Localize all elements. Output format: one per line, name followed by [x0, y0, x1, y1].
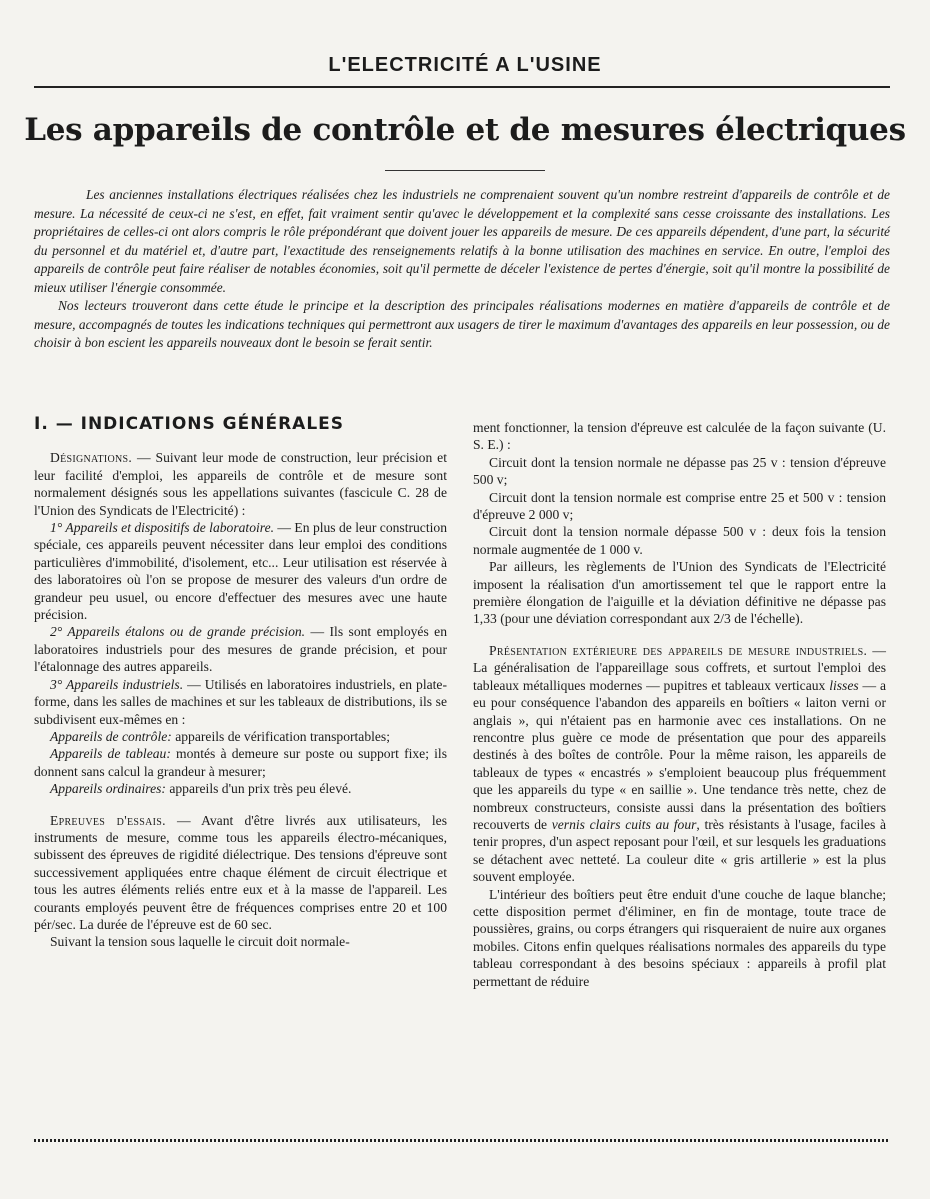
sub2-label: Appareils de tableau:: [50, 746, 171, 762]
interieur-paragraph: L'intérieur des boîtiers peut être enduit d'une couche de laque blanche; cette disposition permet d'éliminer, en fin de montage, toute trace de poussières, grains, ou corps étrangers qui risqueraient de nuire aux organes mobiles. Citons enfin quelques réalisations normales des appareils du type tableau correspondant à des besoins spéciaux : appareils à profil plat permettant de réduire: [473, 886, 886, 989]
sub2-paragraph: [34, 745, 447, 780]
sub3-label: Appareils ordinaires:: [50, 781, 166, 797]
designations-label: Désignations.: [50, 450, 133, 466]
bottom-dotted-rule: [34, 1139, 890, 1142]
presentation-lisses: lisses: [829, 677, 859, 693]
header-rule: [34, 86, 890, 88]
circuit1-paragraph: Circuit dont la tension normale ne dépasse pas 25 v : tension d'épreuve 500 v;: [473, 454, 886, 488]
presentation-text-c: , très résistants à l'usage, faciles à tenir propres, d'un aspect reposant pour l'œil, et sur lesquels les graduations se détachent avec netteté. La couleur dite « gris artillerie » est la plus souvent employée.: [473, 816, 886, 885]
item2-text: — Ils sont employés en laboratoires industriels pour des mesures de grande précision, et pour l'étalonnage des autres appareils.: [34, 624, 447, 675]
article-title: Les appareils de contrôle et de mesures électriques: [24, 112, 906, 148]
sub2-text: montés à demeure sur poste ou support fixe; ils donnent sans calcul la grandeur à mesurer;: [34, 746, 447, 779]
presentation-vernis: vernis clairs cuits au four: [551, 816, 697, 832]
item1-text: — En plus de leur construction spéciale, ces appareils peuvent nécessiter dans leur emploi des conditions particulières d'immobilité, d'isolement, etc... Leur utilisation est réservée à des laboratoires où l'on se propose de mesurer des valeurs d'un ordre de grandeur peu usuel, ou encore d'effectuer des mesures avec une haute précision.: [34, 520, 447, 623]
sub3-paragraph: [34, 780, 447, 797]
item2-paragraph: [34, 623, 447, 675]
intro-paragraph-2: Nos lecteurs trouveront dans cette étude le principe et la description des principales réalisations modernes en matière d'appareils de contrôle et de mesure, accompagnés de toutes les indications techniques qui permettront aux usagers de tirer le maximum d'avantages des appareils en leur possession, ou de choisir à bon escient les appareils nouveaux dont le besoin se ferait sentir.: [34, 298, 890, 350]
epreuves-paragraph: [34, 812, 447, 934]
circuit3-paragraph: Circuit dont la tension normale dépasse 500 v : deux fois la tension normale augmentée de 1 000 v.: [473, 524, 886, 557]
designations-paragraph: [34, 449, 447, 519]
title-rule: [385, 170, 545, 171]
epreuves-label: Epreuves d'essais.: [50, 812, 166, 828]
sub1-paragraph: [34, 728, 447, 745]
designations-text: — Suivant leur mode de construction, leur précision et leur facilité d'emploi, les appareils de contrôle et de mesure sont normalement désignés sous les appellations suivantes (fascicule C. 28 de l'Union des Syndicats de l'Electricité) :: [34, 450, 447, 518]
item1-label: 1° Appareils et dispositifs de laboratoire.: [50, 520, 275, 536]
presentation-text-b: — a eu pour conséquence l'abandon des appareils en boîtiers « laiton verni or anglais », qui n'étaient pas en harmonie avec ces installations. On ne rencontre plus guère ce mode de présentation que pour des appareils destinés à des boîtes de contrôle. Pour la même raison, les appareils de tableaux de types « encastrés » s'emploient beaucoup plus fréquemment que les appareils du type « en saillie ». Une tendance très nette, chez de nombreux constructeurs, consiste aussi dans la présentation des boîtiers recouverts de: [473, 677, 886, 832]
left-column: [34, 410, 447, 951]
sub1-text: appareils de vérification transportables;: [171, 728, 390, 744]
intro-block: [34, 186, 890, 353]
item2-label: 2° Appareils étalons ou de grande précision.: [50, 624, 306, 640]
presentation-label: Présentation extérieure des appareils de mesure industriels.: [489, 642, 868, 658]
suivant-paragraph: Suivant la tension sous laquelle le circuit doit normale-: [50, 934, 350, 950]
item3-paragraph: [34, 676, 447, 728]
right-column: [473, 419, 886, 990]
ailleurs-paragraph: Par ailleurs, les règlements de l'Union des Syndicats de l'Electricité imposent la réalisation d'un amortissement tel que le rapport entre la première élongation de l'aiguille et la déviation définitive ne dépasse pas 1,33 (pour une déviation correspondant aux 2/3 de l'échelle).: [473, 559, 886, 627]
item1-paragraph: [34, 519, 447, 623]
sub1-label: Appareils de contrôle:: [50, 728, 172, 744]
section-heading: I. — INDICATIONS GÉNÉRALES: [34, 414, 345, 434]
sub3-text: appareils d'un prix très peu élevé.: [165, 781, 352, 797]
intro-paragraph-1: Les anciennes installations électriques réalisées chez les industriels ne comprenaient souvent qu'un nombre restreint d'appareils de contrôle et de mesure. La nécessité de ceux-ci ne s'est, en effet, fait vraiment sentir qu'avec le développement et la complexité sans cesse croissante des installations. Les propriétaires de celles-ci ont alors compris le rôle prépondérant que doivent jouer les appareils de mesure. De ces appareils dépendent, d'une part, la sécurité du personnel et du matériel et, d'autre part, l'exactitude des renseignements relatifs à la bonne utilisation des machines en service. En outre, l'emploi des appareils de contrôle peut faire réaliser de notables économies, soit qu'il permette de déceler l'existence de pertes d'énergie, soit qu'il montre la possibilité de mieux utiliser l'énergie consommée.: [34, 187, 890, 295]
item3-label: 3° Appareils industriels.: [50, 676, 184, 692]
continuation-paragraph: ment fonctionner, la tension d'épreuve est calculée de la façon suivante (U. S. E.) :: [473, 420, 886, 453]
circuit2-paragraph: Circuit dont la tension normale est comprise entre 25 et 500 v : tension d'épreuve 2 000 v;: [473, 489, 886, 523]
item3-text: — Utilisés en laboratoires industriels, en plate-forme, dans les salles de machines et sur les tableaux de distributions, ils se subdivisent eux-mêmes en :: [34, 676, 447, 727]
section-header: L'ELECTRICITÉ A L'USINE: [328, 54, 602, 76]
epreuves-text: — Avant d'être livrés aux utilisateurs, les instruments de mesure, comme tous les appareils électro-mécaniques, subissent des épreuves de rigidité diélectrique. Des tensions d'épreuve sont successivement appliquées entre chaque élément de circuit électrique et tous les autres éléments reliés entre eux et à la masse de l'appareil. Les courants employés peuvent être de fréquences comprises entre 20 et 100 pér/sec. La durée de l'épreuve est de 60 sec.: [34, 812, 447, 932]
presentation-paragraph: [473, 642, 886, 886]
presentation-text-a: — La généralisation de l'appareillage sous coffrets, et surtout l'emploi des tableaux métalliques modernes — pupitres et tableaux verticaux: [473, 642, 886, 693]
